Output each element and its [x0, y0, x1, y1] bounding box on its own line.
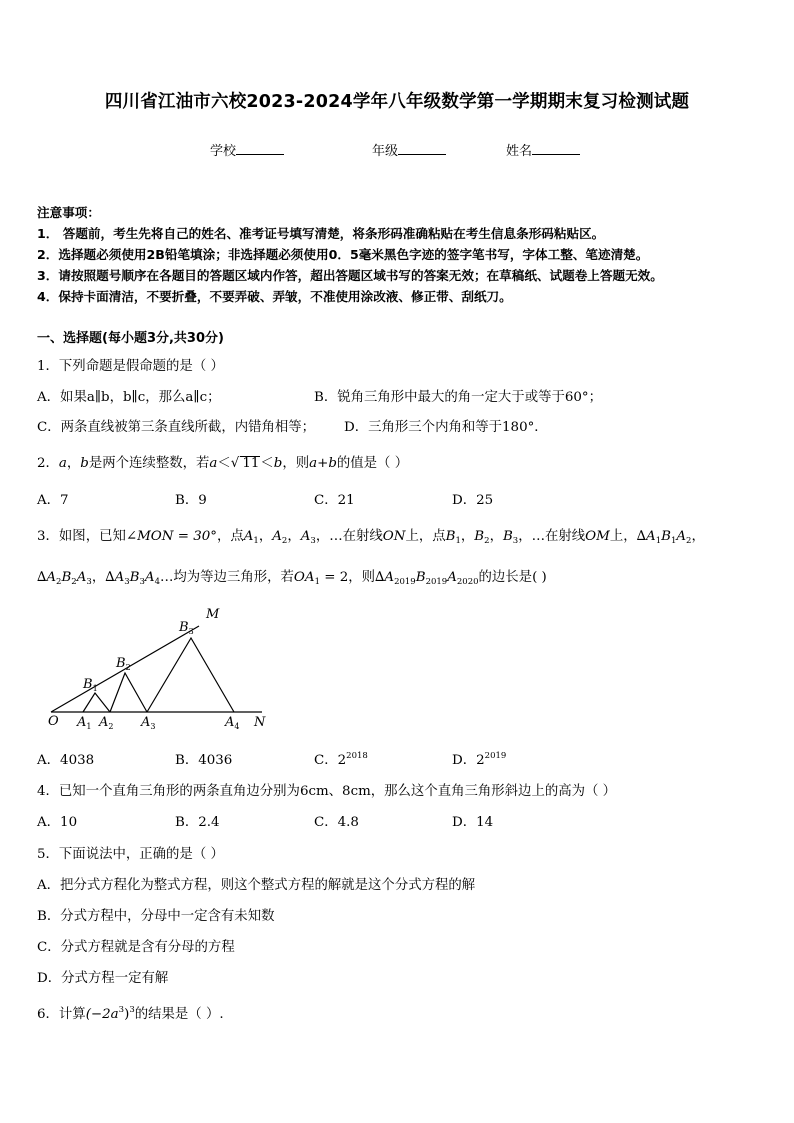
- school-blank[interactable]: [236, 142, 284, 155]
- q6-inner-exponent: 3: [118, 1005, 125, 1015]
- q2-text2: ，则: [282, 456, 310, 471]
- label-a1-letter: A: [77, 715, 87, 730]
- q1-option-b[interactable]: B．锐角三角形中最大的角一定大于或等于60°；: [314, 390, 602, 405]
- tri-vertex: B: [661, 529, 671, 544]
- label-n: N: [254, 715, 266, 730]
- subscript: 2: [71, 577, 77, 587]
- label-a1-sub: 1: [86, 722, 92, 731]
- point-a2: A: [272, 529, 282, 544]
- notice-heading: 注意事项：: [37, 205, 100, 220]
- question-6-stem: [37, 1003, 224, 1022]
- subscript: 3: [86, 577, 92, 587]
- q6-expression: (−2a: [85, 1007, 119, 1022]
- subscript: 3: [512, 536, 519, 546]
- notice-item: 2．选择题必须使用2B铅笔填涂；非选择题必须使用0．5毫米黑色字迹的签字笔书写，字体工整、笔迹清楚。: [37, 247, 649, 262]
- q1-option-c[interactable]: C．两条直线被第三条直线所截，内错角相等；: [37, 420, 316, 435]
- subscript: 2: [56, 577, 62, 587]
- question-1-stem: 1．下列命题是假命题的是（ ）: [37, 359, 224, 374]
- subscript: 2019: [394, 577, 416, 587]
- label-b3-letter: B: [179, 620, 189, 635]
- var-b: b: [273, 456, 283, 471]
- q2-option-d[interactable]: D．25: [452, 493, 494, 508]
- q3-text: ，则: [348, 570, 376, 585]
- q2-text1: 是两个连续整数，若: [88, 456, 210, 471]
- q3-num: 3．: [37, 529, 59, 544]
- label-a3-letter: A: [141, 715, 151, 730]
- q2-text3: 的值是（ ）: [336, 456, 409, 471]
- name-label: 姓名: [506, 144, 533, 159]
- label-b2: [115, 656, 131, 672]
- subscript: 3: [310, 536, 316, 546]
- ray-om: OM: [585, 529, 610, 544]
- question-3-line-2: $\Delta A_2B_2A_3$，$\Delta A_3B_3A_4\dots$均为等边三角形，若$OA_1 = 2$，则$\Delta A_{2019}B_{2019}A_{2020}$的边长是( ): [37, 570, 547, 587]
- sum-expr: a+b: [309, 456, 337, 471]
- point-b3: B: [502, 529, 513, 544]
- subscript: 2020: [456, 577, 479, 587]
- tri-vertex: A: [76, 570, 87, 585]
- q3-text: ，点: [216, 529, 244, 544]
- var-a: a: [58, 456, 67, 471]
- school-label: 学校: [210, 144, 237, 159]
- point-a3: A: [300, 529, 311, 544]
- q2-num: 2．: [37, 456, 59, 471]
- q3-option-d[interactable]: [452, 749, 506, 768]
- sqrt-sign: √: [230, 456, 240, 471]
- q3-option-c[interactable]: [314, 749, 368, 768]
- question-3-line-1: 3．如图，已知∠MON = 30°，点$A_1$，$A_2$，$A_3$，…在射线ON上，点$B_1$，$B_2$，$B_3$，…在射线OM上，$\Delta A_1B_1A_2$，: [37, 529, 705, 546]
- label-b2-sub: 2: [125, 663, 131, 672]
- label-m: M: [206, 607, 220, 622]
- q1-option-a[interactable]: A．如果a∥b，b∥c，那么a∥c；: [37, 390, 221, 405]
- subscript: 2: [484, 536, 490, 546]
- label-b1: [82, 677, 98, 693]
- q3-option-b[interactable]: B．4036: [175, 753, 233, 768]
- tri-vertex: A: [114, 570, 125, 585]
- q5-option-b[interactable]: B．分式方程中，分母中一定含有未知数: [37, 909, 275, 924]
- tri-vertex: A: [46, 570, 57, 585]
- label-a2: [98, 715, 113, 731]
- point-b2: B: [474, 529, 485, 544]
- q3-text: 如图，已知: [58, 529, 126, 544]
- segment-oa1: OA: [293, 570, 315, 585]
- q5-option-c[interactable]: C．分式方程就是含有分母的方程: [37, 940, 235, 955]
- q6-outer-exponent: 3: [129, 1005, 135, 1015]
- label-b2-letter: B: [116, 656, 126, 671]
- q3-option-a[interactable]: A．4038: [37, 753, 95, 768]
- q5-option-d[interactable]: D．分式方程一定有解: [37, 971, 169, 986]
- q3-text: ，…在射线: [518, 529, 586, 544]
- triangle-a2b2a3: [110, 673, 147, 712]
- page-title: 四川省江油市六校2023-2024学年八年级数学第一学期期末复习检测试题: [104, 92, 690, 112]
- q2-option-a[interactable]: A．7: [37, 493, 69, 508]
- q2-lt2: ＜: [260, 456, 274, 471]
- q3-text: 的边长是( ): [478, 570, 547, 585]
- label-o: O: [48, 714, 59, 729]
- label-a2-letter: A: [99, 715, 109, 730]
- notice-item: 1． 答题前，考生先将自己的姓名、准考证号填写清楚，将条形码准确粘贴在考生信息条形码粘贴区。: [37, 226, 605, 241]
- q2-option-c[interactable]: C．21: [314, 493, 355, 508]
- point-b1: B: [445, 529, 456, 544]
- q4-option-b[interactable]: B．2.4: [175, 815, 220, 830]
- label-a4: [224, 715, 239, 731]
- tri-vertex: B: [61, 570, 72, 585]
- q4-option-d[interactable]: D．14: [452, 815, 494, 830]
- subscript: 3: [139, 577, 145, 587]
- subscript: 1: [670, 536, 677, 546]
- grade-blank[interactable]: [398, 142, 446, 155]
- label-a4-sub: 4: [234, 722, 240, 731]
- label-a3: [140, 715, 155, 731]
- question-5-stem: 5．下面说法中，正确的是（ ）: [37, 847, 224, 862]
- grade-field: [372, 140, 446, 159]
- triangle-figure: [37, 600, 277, 740]
- section-heading: 一、选择题(每小题3分,共30分): [37, 331, 224, 346]
- q3-option-d-exp: 2019: [484, 751, 507, 761]
- subscript: 2: [281, 536, 288, 546]
- label-a3-sub: 3: [150, 722, 156, 731]
- label-a1: [76, 715, 91, 731]
- tri-vertex: A: [447, 570, 457, 585]
- q1-option-d[interactable]: D．三角形三个内角和等于180°．: [344, 420, 548, 435]
- label-b3-sub: 3: [188, 627, 194, 636]
- var-a: a: [209, 456, 218, 471]
- tri-vertex: A: [646, 529, 656, 544]
- q3-option-c-base: C．2: [314, 753, 347, 768]
- label-b1-sub: 1: [92, 684, 98, 693]
- q3-text: 上，点: [405, 529, 446, 544]
- subscript: 4: [154, 577, 161, 587]
- q5-option-a[interactable]: A．把分式方程化为整式方程，则这个整式方程的解就是这个分式方程的解: [37, 878, 476, 893]
- label-b1-letter: B: [83, 677, 93, 692]
- q4-option-c[interactable]: C．4.8: [314, 815, 359, 830]
- q6-text: 6．计算: [37, 1007, 86, 1022]
- q3-text: …均为等边三角形，若: [160, 570, 294, 585]
- label-a4-letter: A: [225, 715, 235, 730]
- q2-option-b[interactable]: B．9: [175, 493, 207, 508]
- notice-item: 3．请按照题号顺序在各题目的答题区域内作答，超出答题区域书写的答案无效；在草稿纸、试题卷上答题无效。: [37, 268, 663, 283]
- name-field: [506, 140, 580, 159]
- question-2-stem: [37, 452, 408, 471]
- q2-sep: ，: [66, 456, 81, 471]
- school-field: [210, 140, 284, 159]
- label-b3: [178, 620, 194, 636]
- q3-text: 上，: [609, 529, 637, 544]
- subscript: 2: [686, 536, 692, 546]
- given-value: = 2: [320, 570, 349, 585]
- radicand: 11: [242, 456, 260, 471]
- subscript: 3: [124, 577, 130, 587]
- label-a2-sub: 2: [108, 722, 114, 731]
- tri-vertex: A: [384, 570, 395, 585]
- student-info-row: [0, 140, 794, 160]
- notice-item: 4．保持卡面清洁，不要折叠，不要弄破、弄皱，不准使用涂改液、修正带、刮纸刀。: [37, 289, 512, 304]
- angle-mon: ∠MON = 30°: [125, 529, 217, 544]
- grade-label: 年级: [372, 144, 399, 159]
- ray-on: ON: [382, 529, 406, 544]
- point-a1: A: [243, 529, 254, 544]
- q2-lt1: ＜: [217, 456, 231, 471]
- q4-option-a[interactable]: A．10: [37, 815, 78, 830]
- subscript: 1: [253, 536, 259, 546]
- tri-vertex: B: [129, 570, 140, 585]
- question-4-stem: 4．已知一个直角三角形的两条直角边分别为6cm、8cm，那么这个直角三角形斜边上的高为（ ）: [37, 784, 617, 799]
- tri-vertex: A: [144, 570, 155, 585]
- q3-option-c-exp: 2018: [346, 751, 368, 761]
- subscript: 1: [455, 536, 461, 546]
- var-b: b: [80, 456, 89, 471]
- q3-option-d-base: D．2: [452, 753, 485, 768]
- tri-vertex: A: [676, 529, 687, 544]
- subscript: 2019: [425, 577, 448, 587]
- q6-close-paren: ): [124, 1007, 130, 1022]
- triangle-a1b1a2: [83, 693, 110, 712]
- q3-text: ，…在射线: [315, 529, 383, 544]
- subscript: 1: [655, 536, 662, 546]
- name-blank[interactable]: [532, 142, 580, 155]
- tri-vertex: B: [415, 570, 426, 585]
- subscript: 1: [314, 577, 320, 587]
- q6-text: 的结果是（ ）.: [134, 1007, 224, 1022]
